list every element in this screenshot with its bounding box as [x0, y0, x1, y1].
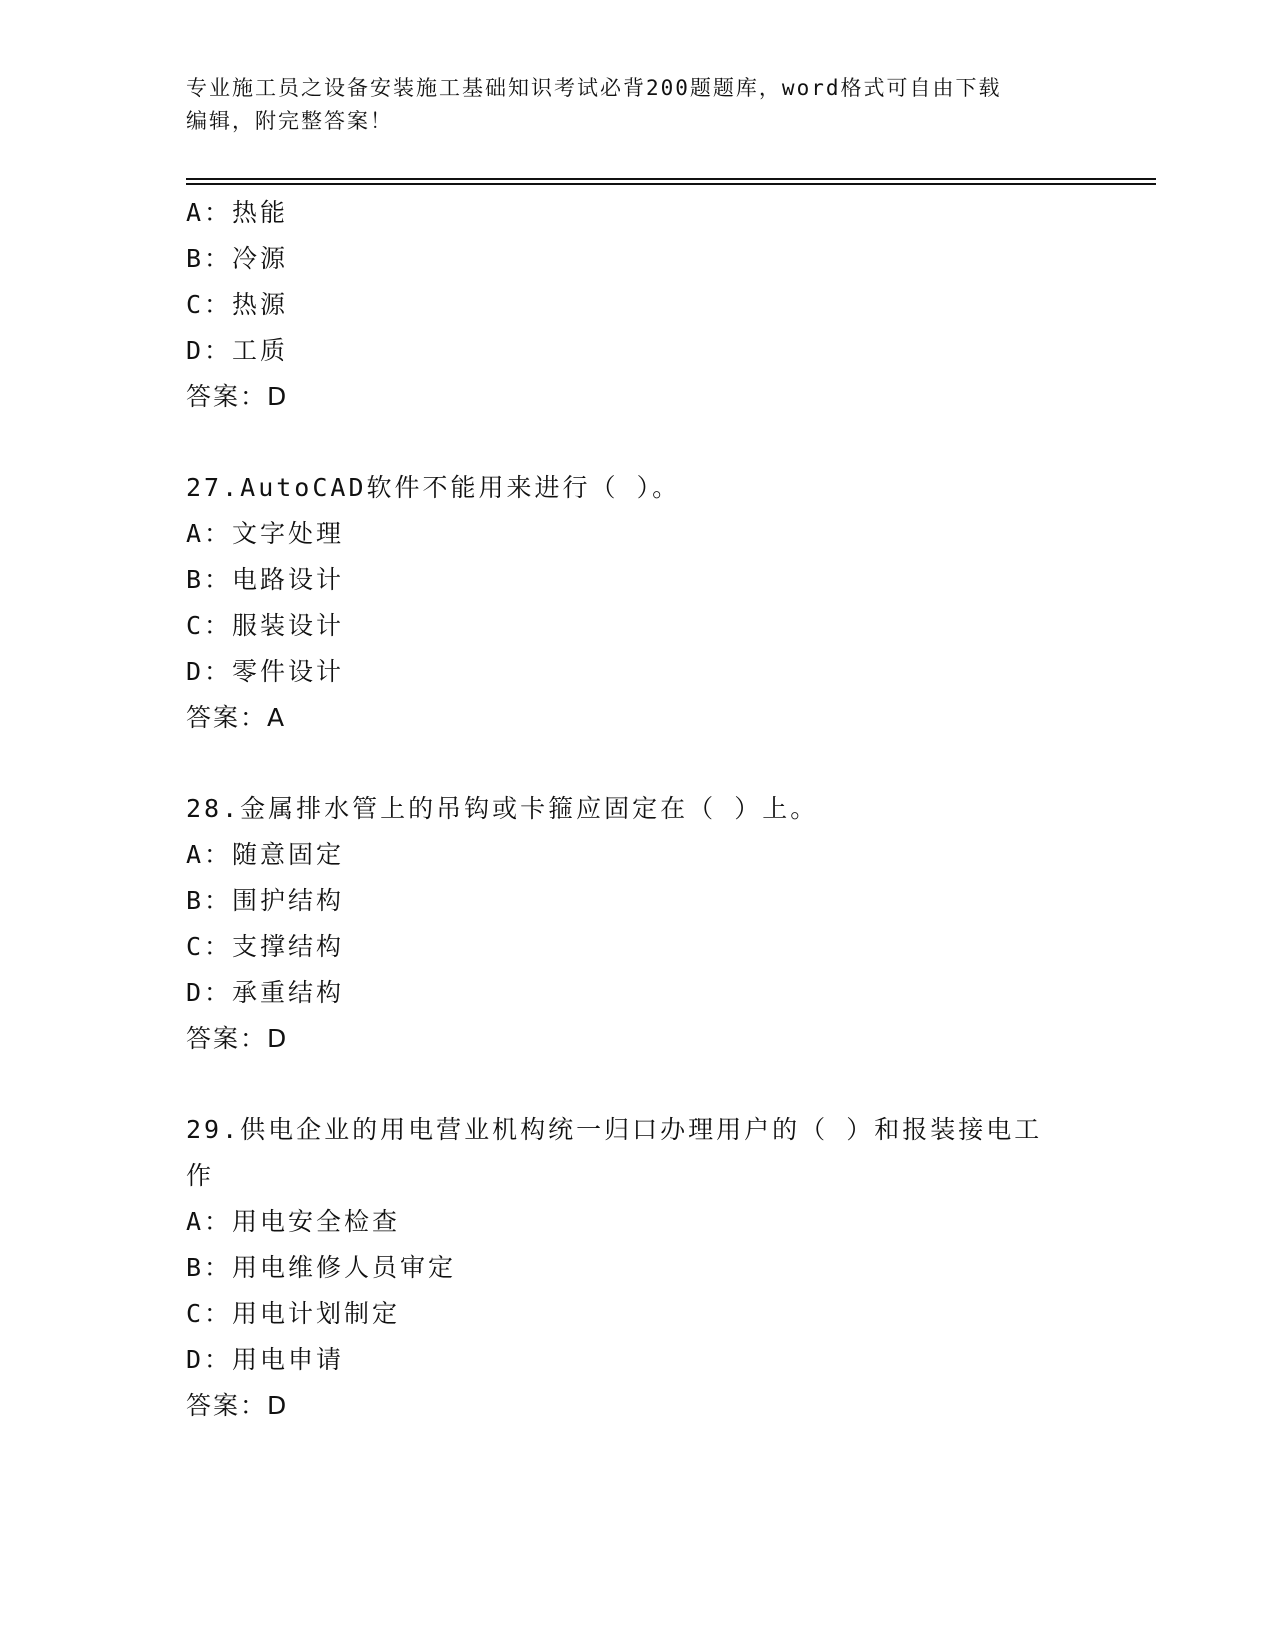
option-a: A：热能: [186, 198, 289, 227]
answer-line: 答案：D: [186, 1391, 289, 1420]
question-block-29: [186, 1107, 1066, 1429]
document-header: [186, 72, 1086, 138]
answer-line: 答案：D: [186, 382, 289, 411]
option-c: C：热源: [186, 290, 289, 319]
option-d: D：用电申请: [186, 1345, 345, 1374]
option-d: D：承重结构: [186, 978, 345, 1007]
header-divider-top: [186, 178, 1156, 180]
option-a: A：用电安全检查: [186, 1207, 401, 1236]
answer-line: 答案：A: [186, 703, 287, 732]
option-c: C：服装设计: [186, 611, 345, 640]
question-block-27: [186, 465, 1066, 741]
question-block-26: [186, 190, 1066, 420]
header-line-1: 专业施工员之设备安装施工基础知识考试必背200题题库，word格式可自由下载: [186, 76, 1002, 100]
question-list: [186, 190, 1066, 1429]
option-b: B：电路设计: [186, 565, 345, 594]
option-c: C：支撑结构: [186, 932, 345, 961]
question-text-line-1: 29.供电企业的用电营业机构统一归口办理用户的（ ）和报装接电工: [186, 1115, 1043, 1144]
option-c: C：用电计划制定: [186, 1299, 401, 1328]
option-d: D：工质: [186, 336, 289, 365]
answer-line: 答案：D: [186, 1024, 289, 1053]
question-text: 28.金属排水管上的吊钩或卡箍应固定在（ ）上。: [186, 794, 819, 823]
question-text: 27.AutoCAD软件不能用来进行（ ）。: [186, 473, 681, 502]
option-a: A：文字处理: [186, 519, 345, 548]
option-b: B：围护结构: [186, 886, 345, 915]
option-b: B：用电维修人员审定: [186, 1253, 457, 1282]
header-line-2: 编辑，附完整答案！: [186, 109, 393, 133]
question-block-28: [186, 786, 1066, 1062]
option-d: D：零件设计: [186, 657, 345, 686]
question-text-line-2: 作: [186, 1161, 215, 1190]
option-b: B：冷源: [186, 244, 289, 273]
header-divider-bottom: [186, 183, 1156, 185]
option-a: A：随意固定: [186, 840, 345, 869]
